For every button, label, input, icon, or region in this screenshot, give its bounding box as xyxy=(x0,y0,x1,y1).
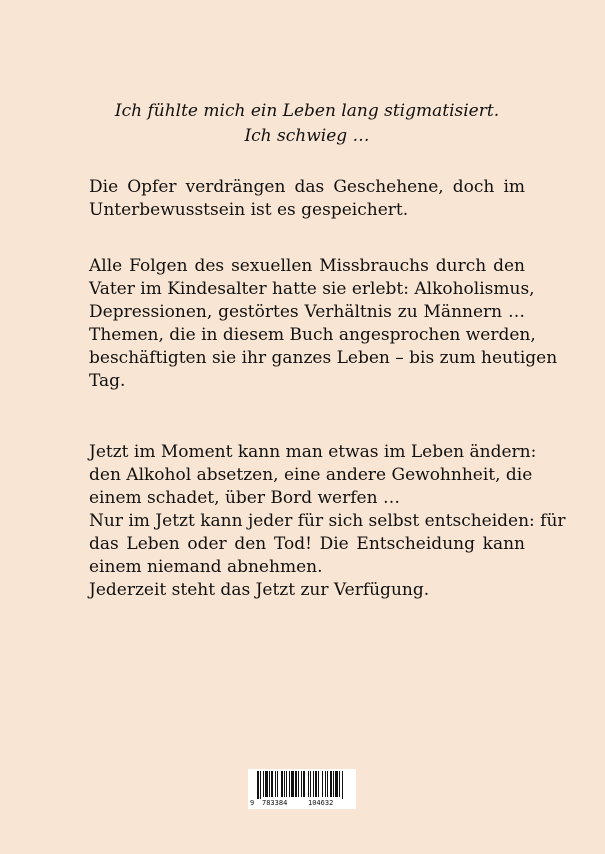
barcode-bar xyxy=(263,771,264,797)
barcode-bar xyxy=(335,771,338,797)
paragraph-line: den Alkohol absetzen, eine andere Gewohnheit, die xyxy=(89,465,533,485)
barcode-bar xyxy=(284,771,285,797)
isbn-barcode xyxy=(248,769,356,809)
paragraph-line: Tag. xyxy=(89,371,126,391)
barcode-bar xyxy=(315,771,317,797)
barcode-digit-group-2: 104632 xyxy=(308,799,334,807)
paragraph-line: Nur im Jetzt kann jeder für sich selbst entscheiden: für xyxy=(89,511,566,531)
paragraph-line: Themen, die in diesem Buch angesprochen werden, xyxy=(89,325,536,345)
barcode-bar xyxy=(289,771,290,797)
barcode-bar xyxy=(333,771,334,797)
paragraph-line: beschäftigten sie ihr ganzes Leben – bis zum heutigen xyxy=(89,348,558,368)
paragraph-2 xyxy=(89,255,558,393)
barcode-bar xyxy=(257,771,259,799)
barcode-digit-group-1: 783384 xyxy=(262,799,288,807)
barcode-bar xyxy=(318,771,319,797)
barcode-bar xyxy=(275,771,276,797)
paragraph-line: Jetzt im Moment kann man etwas im Leben ändern: xyxy=(89,442,537,462)
barcode-bar xyxy=(269,771,270,797)
quote-line-1: Ich fühlte mich ein Leben lang stigmatisiert. xyxy=(114,101,500,121)
barcode-bar xyxy=(342,771,343,799)
paragraph-line: Jederzeit steht das Jetzt zur Verfügung. xyxy=(89,580,430,600)
barcode-bar xyxy=(310,771,311,797)
paragraph-3 xyxy=(89,441,566,602)
paragraph-line: einem niemand abnehmen. xyxy=(89,557,323,577)
barcode-bar xyxy=(260,771,261,799)
barcode-bar xyxy=(298,771,299,797)
barcode-bar xyxy=(325,771,326,797)
barcode-bar xyxy=(327,771,328,797)
paragraph-line: Die Opfer verdrängen das Geschehene, doch im xyxy=(89,177,525,197)
barcode-bar xyxy=(291,771,294,797)
barcode-bar xyxy=(271,771,273,797)
barcode-bar xyxy=(308,771,309,797)
barcode-bar xyxy=(295,771,297,797)
barcode-bar xyxy=(313,771,314,797)
paragraph-line: das Leben oder den Tod! Die Entscheidung kann xyxy=(89,534,525,554)
paragraph-1 xyxy=(89,176,525,222)
barcode-bar xyxy=(286,771,287,797)
barcode-bars-icon xyxy=(248,769,356,799)
barcode-bar xyxy=(330,771,332,797)
barcode-bar xyxy=(322,771,323,797)
barcode-bar xyxy=(281,771,283,797)
barcode-bar xyxy=(265,771,268,797)
paragraph-line: Vater im Kindesalter hatte sie erlebt: Alkoholismus, xyxy=(89,279,535,299)
quote-line-2: Ich schwieg … xyxy=(244,126,370,146)
barcode-bar xyxy=(301,771,302,797)
cover-quote xyxy=(89,99,525,149)
barcode-bar xyxy=(303,771,305,797)
barcode-bar xyxy=(277,771,278,797)
paragraph-line: Alle Folgen des sexuellen Missbrauchs durch den xyxy=(89,256,525,276)
paragraph-line: Depressionen, gestörtes Verhältnis zu Männern … xyxy=(89,302,525,322)
paragraph-line: einem schadet, über Bord werfen … xyxy=(89,488,400,508)
barcode-bar xyxy=(339,771,340,797)
barcode-digit-first: 9 xyxy=(250,799,255,807)
paragraph-line: Unterbewusstsein ist es gespeichert. xyxy=(89,200,409,220)
